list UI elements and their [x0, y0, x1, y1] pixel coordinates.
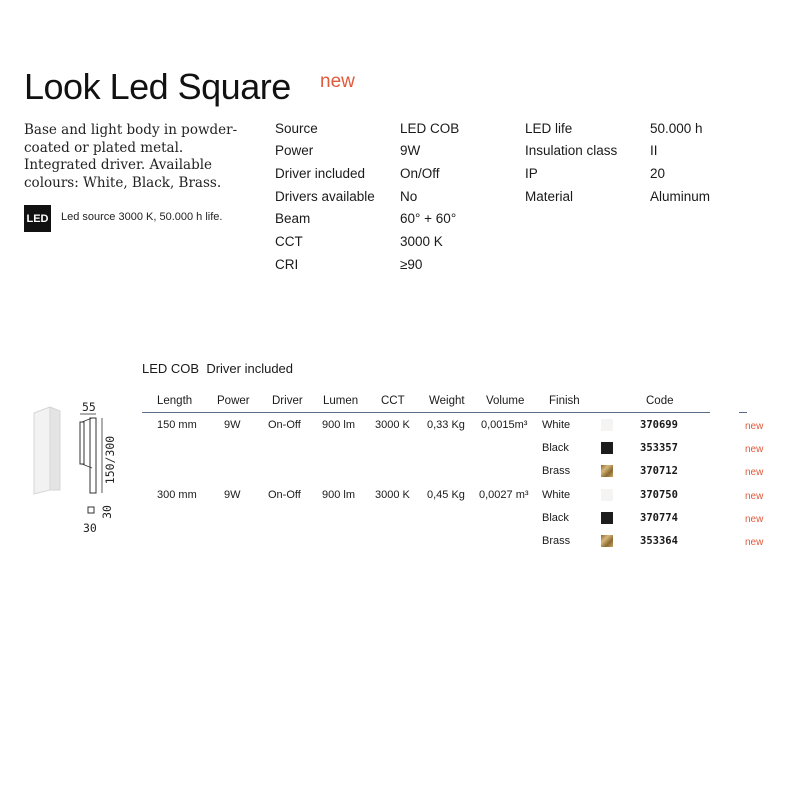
product-drawing — [22, 395, 142, 540]
column-header-driver: Driver — [272, 395, 303, 407]
spec-label: Beam — [275, 211, 311, 226]
cell-driver: On-Off — [268, 489, 301, 501]
new-badge: new — [745, 537, 764, 548]
spec-value: II — [650, 143, 658, 158]
column-header-weight: Weight — [429, 395, 465, 407]
cell-finish: Brass — [542, 535, 571, 547]
new-badge: new — [745, 467, 764, 478]
spec-label: CCT — [275, 234, 303, 249]
spec-label: LED life — [525, 121, 573, 136]
spec-value: 20 — [650, 166, 666, 181]
cell-finish: White — [542, 419, 571, 431]
spec-label: Material — [525, 189, 574, 204]
lamp-front-face — [50, 407, 60, 490]
spec-label: Insulation class — [525, 143, 618, 158]
cell-code: 370750 — [640, 489, 678, 501]
product-description: Base and light body in powder-coated or plated metal. Integrated driver. Available colours: White, Black, Brass. — [24, 122, 238, 191]
cell-cct: 3000 K — [375, 489, 410, 501]
cell-weight: 0,45 Kg — [427, 489, 465, 501]
cell-weight: 0,33 Kg — [427, 419, 465, 431]
column-header-code: Code — [646, 395, 674, 407]
spec-label: Driver included — [275, 166, 366, 181]
spec-value: 50.000 h — [650, 121, 703, 136]
finish-swatch-white — [601, 489, 613, 501]
cell-code: 370774 — [640, 512, 678, 524]
cell-length: 300 mm — [157, 489, 197, 501]
table-heading — [142, 361, 293, 376]
finish-swatch-black — [601, 512, 613, 524]
cell-length: 150 mm — [157, 419, 197, 431]
lamp-side-face — [34, 407, 50, 494]
cell-volume: 0,0027 m³ — [479, 489, 529, 501]
finish-swatch-white — [601, 419, 613, 431]
source-heading: LED COB — [142, 361, 200, 376]
finish-swatch-black — [601, 442, 613, 454]
cell-finish: White — [542, 489, 571, 501]
cell-volume: 0,0015m³ — [481, 419, 528, 431]
column-header-cct: CCT — [381, 395, 405, 407]
cell-code: 353364 — [640, 535, 678, 547]
spec-value: 60° + 60° — [400, 211, 457, 226]
cell-lumen: 900 lm — [322, 419, 356, 431]
spec-value: On/Off — [400, 166, 440, 181]
new-badge: new — [745, 491, 764, 502]
width-dimension: 55 — [82, 400, 96, 414]
cell-finish: Black — [542, 442, 569, 454]
bracket-outline — [80, 422, 84, 464]
new-badge: new — [745, 514, 764, 525]
column-header-power: Power — [217, 395, 250, 407]
cell-finish: Brass — [542, 465, 571, 477]
cell-power: 9W — [224, 419, 241, 431]
spec-value: Aluminum — [650, 189, 711, 204]
spec-value: LED COB — [400, 121, 460, 136]
cell-code: 370712 — [640, 465, 678, 477]
new-badge: new — [320, 71, 355, 92]
finish-swatch-brass — [601, 465, 613, 477]
section-depth-dimension: 30 — [99, 505, 114, 519]
table-header-rule — [142, 412, 710, 413]
section-square — [88, 507, 94, 513]
spec-label: CRI — [275, 257, 299, 272]
cell-cct: 3000 K — [375, 419, 410, 431]
cell-code: 353357 — [640, 442, 678, 454]
table-header-rule — [739, 412, 747, 413]
spec-value: ≥90 — [400, 257, 423, 272]
spec-label: Source — [275, 121, 318, 136]
spec-label: IP — [525, 166, 538, 181]
cell-code: 370699 — [640, 419, 678, 431]
cell-driver: On-Off — [268, 419, 301, 431]
column-header-length: Length — [157, 395, 193, 407]
new-badge: new — [745, 421, 764, 432]
spec-label: Power — [275, 143, 314, 158]
cell-lumen: 900 lm — [322, 489, 356, 501]
driver-heading: Driver included — [206, 361, 294, 376]
finish-swatch-brass — [601, 535, 613, 547]
cell-power: 9W — [224, 489, 241, 501]
cell-finish: Black — [542, 512, 569, 524]
column-header-lumen: Lumen — [323, 395, 359, 407]
page-title: Look Led Square — [24, 66, 291, 107]
led-note: Led source 3000 K, 50.000 h life. — [61, 211, 223, 223]
spec-label: Drivers available — [275, 189, 375, 204]
new-badge: new — [745, 444, 764, 455]
led-icon: LED — [24, 205, 51, 232]
spec-value: No — [400, 189, 418, 204]
body-outline — [90, 418, 96, 493]
spec-value: 3000 K — [400, 234, 443, 249]
height-dimension: 150/300 — [103, 435, 117, 485]
section-width-dimension: 30 — [83, 521, 97, 535]
spec-value: 9W — [400, 143, 421, 158]
column-header-volume: Volume — [486, 395, 525, 407]
column-header-finish: Finish — [549, 395, 580, 407]
